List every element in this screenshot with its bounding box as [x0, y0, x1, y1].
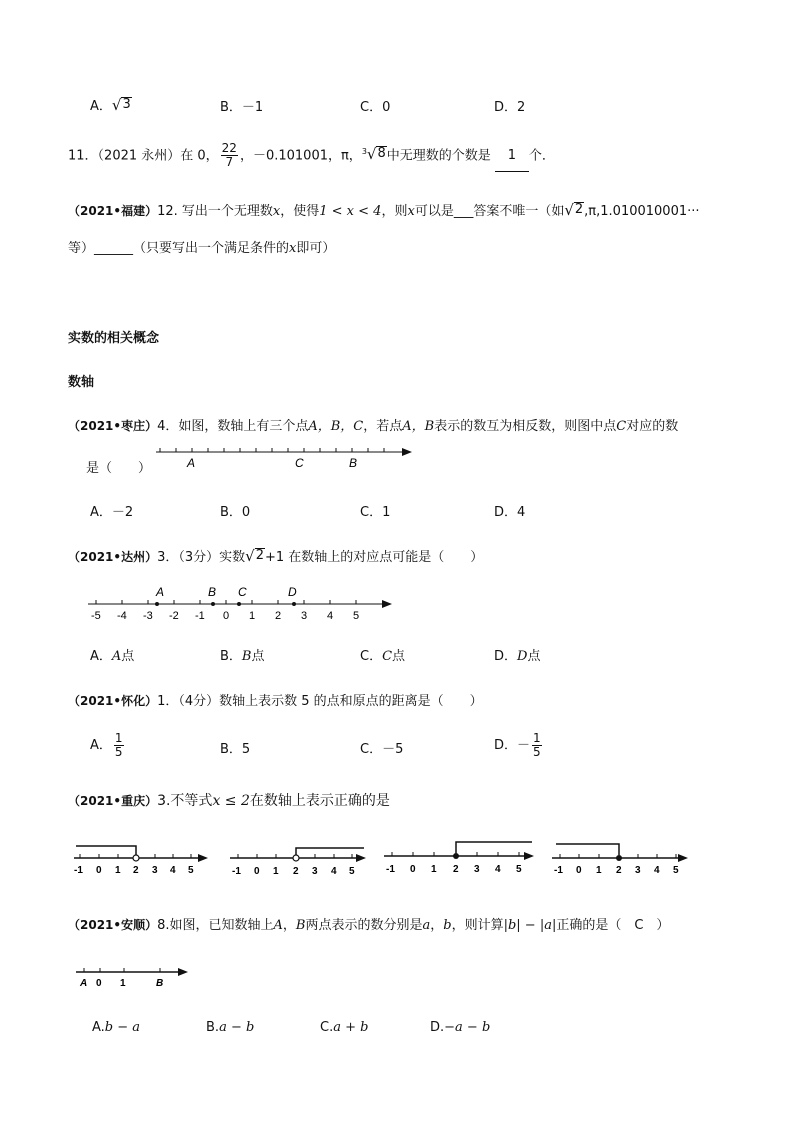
q8-option-d: D.−a − b [430, 1020, 491, 1035]
tick-label: -4 [117, 610, 127, 622]
tick-label: 1 [596, 865, 602, 876]
point-label-a: A [80, 978, 88, 989]
q8-text: （2021•安顺）8.如图，已知数轴上A，B两点表示的数分别是a，b，则计算|b| − |a|正确的是（ C ） [68, 918, 670, 933]
tick-label: 3 [474, 864, 480, 875]
cq-graph-b [228, 838, 370, 878]
q11-answer: 1 [495, 141, 529, 172]
arrow-icon [198, 854, 208, 862]
q8-option-b: B.a − b [206, 1020, 255, 1035]
tick-label: -3 [143, 610, 153, 622]
point-b [211, 602, 215, 606]
arrow-icon [678, 854, 688, 862]
tick-label: 3 [152, 865, 158, 876]
point-label-a: A [156, 585, 165, 599]
tick-label: 4 [495, 864, 501, 875]
tick-label: 0 [410, 864, 416, 875]
tick-label: 2 [275, 610, 282, 622]
q8-option-c: C.a + b [320, 1020, 369, 1035]
q1-option-b: B．5 [220, 742, 251, 757]
q-chongqing-text: （2021•重庆）3.不等式x ≤ 2在数轴上表示正确的是 [68, 793, 390, 809]
q4-option-d: D．4 [494, 505, 526, 520]
tick-label: -2 [169, 610, 179, 622]
q3-number-line [80, 582, 400, 622]
point-label-a: A [187, 456, 196, 470]
point-label-c: C [238, 585, 247, 599]
tick-label: 0 [223, 610, 230, 622]
fraction: $\frac{1}{5}$ [533, 731, 541, 759]
point-label-b: B [156, 978, 164, 989]
open-dot [293, 855, 299, 861]
fraction: $\frac{1}{5}$ [114, 731, 123, 759]
q1-option-c: C．－5 [360, 742, 404, 757]
section-heading-real-numbers: 实数的相关概念 [68, 331, 160, 346]
tick-label: 0 [96, 865, 102, 876]
q3-option-a: A．A点 [90, 649, 135, 664]
q4-number-line [150, 444, 415, 474]
sqrt-symbol: √ 3 [111, 96, 131, 114]
tick-label: -1 [554, 865, 563, 876]
point-label-b: B [349, 456, 358, 470]
point-a [155, 602, 159, 606]
q8-number-line [74, 962, 194, 992]
tick-label: 4 [327, 610, 334, 622]
tick-label: 1 [249, 610, 256, 622]
q11-text: 11．（2021 永州）在 0， $\frac{22}{7}$ ，－0.101001，π，$^3$ √ 8 中无理数的个数是 1 个． [68, 137, 555, 172]
section-heading-number-line: 数轴 [68, 375, 95, 390]
tick-label: 3 [301, 610, 308, 622]
point-label-d: D [288, 585, 297, 599]
tick-label: 1 [273, 866, 279, 877]
q8-option-a: A.b − a [92, 1020, 141, 1035]
arrow-icon [178, 968, 188, 976]
q4-option-b: B．0 [220, 505, 251, 520]
tick-label: 5 [353, 610, 360, 622]
tick-label: 5 [516, 864, 522, 875]
solid-dot [453, 853, 459, 859]
q3-option-c: C．C点 [360, 649, 406, 664]
solid-dot [616, 855, 622, 861]
arrow-icon [356, 854, 366, 862]
q4-text: （2021•枣庄）4．如图，数轴上有三个点A，B，C，若点A，B表示的数互为相反数，则图中点C对应的数 [68, 419, 679, 434]
q12-blank[interactable]: ______ [94, 241, 134, 256]
arrow-icon [382, 600, 392, 608]
tick-label: 0 [96, 978, 102, 989]
arrow-icon [402, 448, 412, 456]
point-label-c: C [295, 456, 304, 470]
q3-option-b: B．B点 [220, 649, 265, 664]
tick-label: 4 [654, 865, 660, 876]
tick-label: 5 [349, 866, 355, 877]
q10-option-d: D．2 [494, 100, 526, 115]
point-label-b: B [208, 585, 217, 599]
q1-option-a: A． $\frac{1}{5}$ [90, 731, 123, 759]
tick-label: 1 [115, 865, 121, 876]
tick-label: 5 [673, 865, 679, 876]
cq-graph-d [550, 838, 692, 878]
q10-option-b: B．－1 [220, 100, 264, 115]
cube-root-symbol: √ 8 [366, 145, 386, 164]
tick-label: 2 [616, 865, 622, 876]
q1-option-d: D．－ $\frac{1}{5}$ [494, 731, 541, 759]
tick-label: -5 [91, 610, 101, 622]
sqrt-symbol: √ 2 [245, 547, 264, 565]
q3-text: （2021•达州）3．（3分）实数 √ 2 +1 在数轴上的对应点可能是（ ） [68, 547, 484, 565]
tick-label: 3 [312, 866, 318, 877]
tick-label: 2 [453, 864, 459, 875]
sqrt-symbol: √ 2 [564, 201, 584, 219]
tick-label: 2 [133, 865, 139, 876]
tick-label: 1 [120, 978, 126, 989]
tick-label: -1 [232, 866, 241, 877]
q12-line1: （2021•福建）12. 写出一个无理数x，使得1 < x < 4，则x可以是___答案不唯一（如 √ 2 ,π,1.010010001··· [68, 201, 700, 219]
tick-label: -1 [74, 865, 83, 876]
q10-option-c: C．0 [360, 100, 391, 115]
q12-line2: 等）______（只要写出一个满足条件的x即可） [68, 241, 336, 256]
q3-option-d: D．D点 [494, 649, 541, 664]
tick-label: 4 [331, 866, 337, 877]
q1-text: （2021•怀化）1．（4分）数轴上表示数 5 的点和原点的距离是（ ） [68, 694, 483, 709]
tick-label: -1 [386, 864, 395, 875]
tick-label: 2 [293, 866, 299, 877]
cq-graph-c [382, 836, 538, 878]
q4-option-a: A．－2 [90, 505, 134, 520]
open-dot [133, 855, 139, 861]
arrow-icon [524, 852, 534, 860]
fraction: $\frac{22}{7}$ [221, 141, 237, 170]
point-c [237, 602, 241, 606]
tick-label: 0 [576, 865, 582, 876]
tick-label: 3 [635, 865, 641, 876]
tick-label: 4 [170, 865, 176, 876]
q10-option-a: A． √ 3 [90, 96, 131, 114]
tick-label: 0 [254, 866, 260, 877]
q4-option-c: C．1 [360, 505, 391, 520]
cq-graph-a [72, 838, 210, 878]
tick-label: 1 [431, 864, 437, 875]
point-d [292, 602, 296, 606]
q4-line2: 是（ ） [86, 461, 152, 476]
tick-label: 5 [188, 865, 194, 876]
tick-label: -1 [195, 610, 205, 622]
